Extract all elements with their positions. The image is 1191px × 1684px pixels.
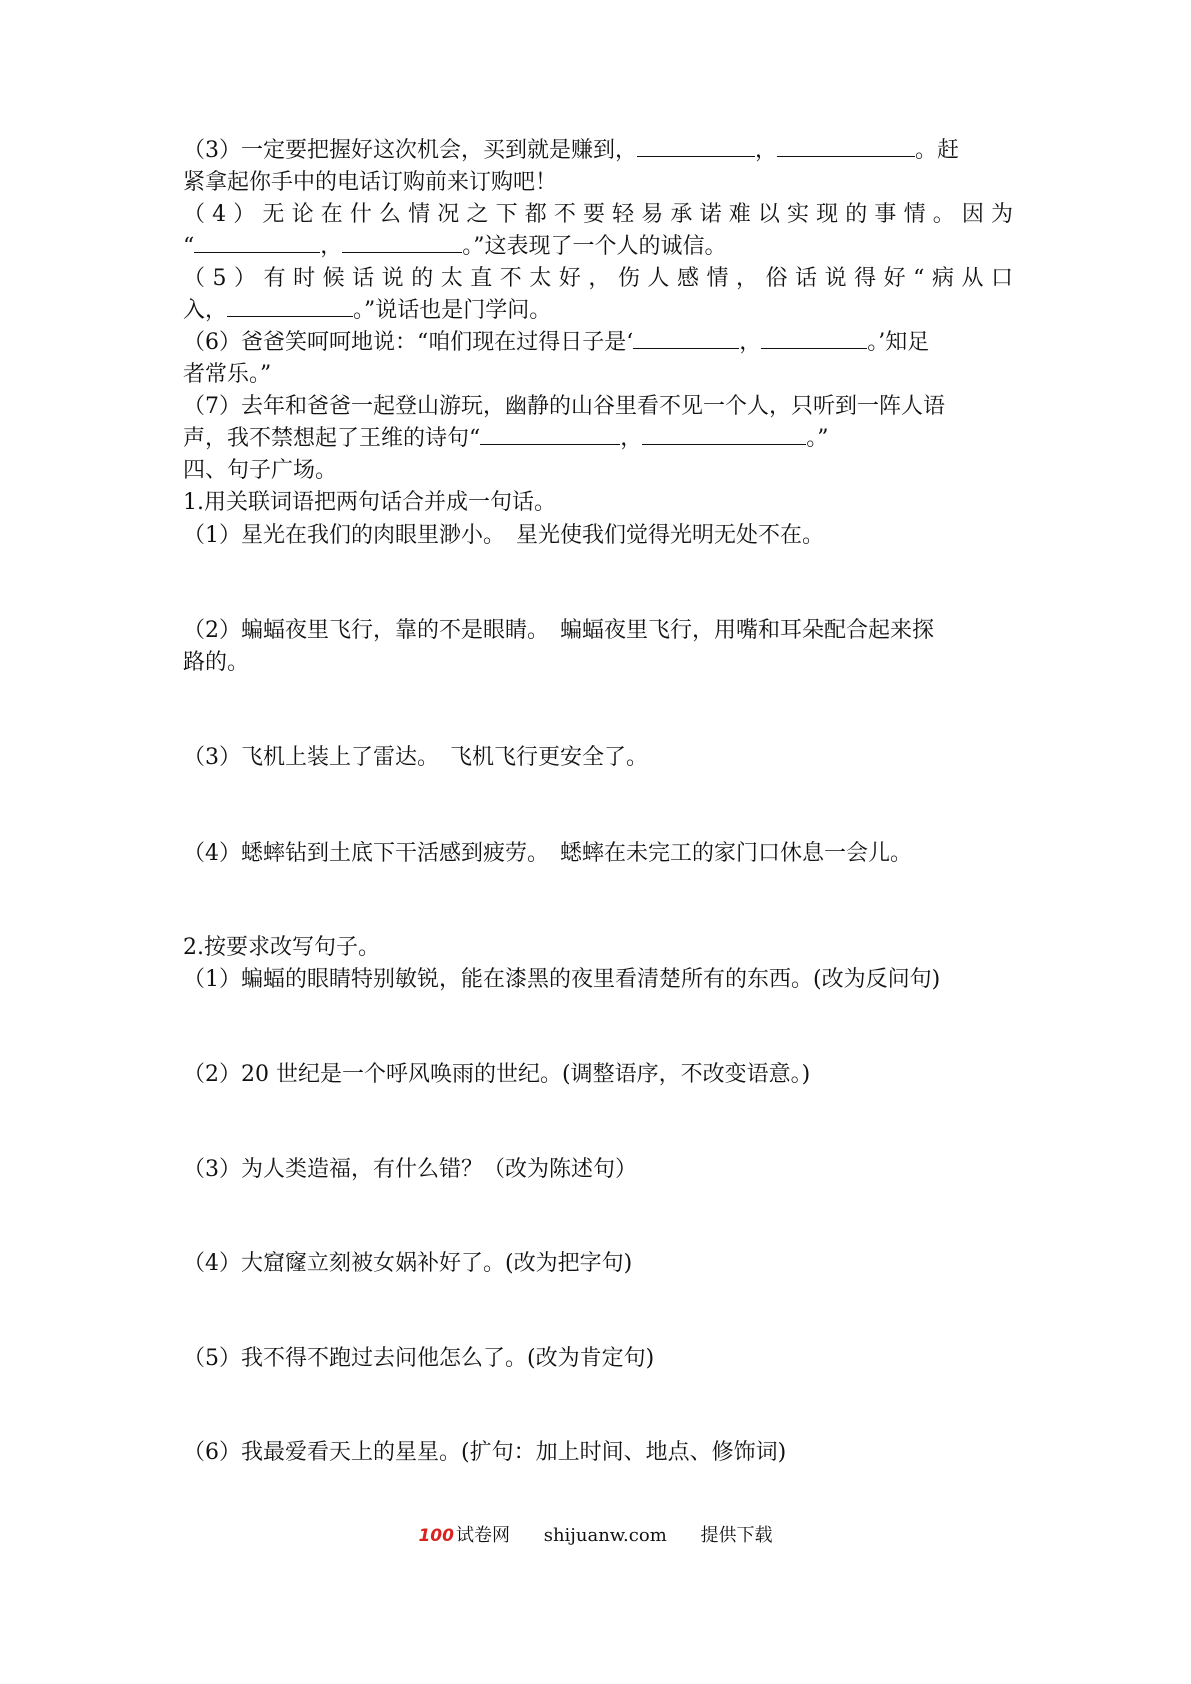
- q3-7-comma: ，: [620, 426, 643, 451]
- q3-6-comma: ，: [739, 330, 762, 355]
- answer-blank[interactable]: [637, 136, 755, 157]
- section-heading: 四、句子广场。: [183, 458, 338, 483]
- q3-4-comma: ，: [320, 234, 343, 259]
- answer-blank[interactable]: [633, 328, 739, 349]
- q3-5-line1: （5）有时候话说的太直不太好，伤人感情，俗话说得好“病从口: [183, 266, 1013, 291]
- site-logo-icon: 100: [418, 1526, 454, 1546]
- site-url[interactable]: shijuanw.com: [543, 1525, 667, 1546]
- q3-3-line2: 紧拿起你手中的电话订购前来订购吧！: [183, 170, 558, 195]
- q3-5-text-b: 。”说话也是门学问。: [353, 298, 552, 323]
- answer-blank[interactable]: [777, 136, 915, 157]
- q3-5-text-a: 入，: [183, 298, 228, 323]
- part1-item: 路的。: [183, 650, 250, 675]
- answer-blank[interactable]: [761, 328, 867, 349]
- q3-5-line2: [183, 295, 1013, 327]
- q3-7-text-a: 声，我不禁想起了王维的诗句“: [183, 426, 481, 451]
- part2-item: （4）大窟窿立刻被女娲补好了。(改为把字句): [183, 1251, 633, 1276]
- part2-item: （1）蝙蝠的眼睛特别敏锐，能在漆黑的夜里看清楚所有的东西。(改为反问句): [183, 967, 941, 992]
- q3-3-line1: [183, 135, 1013, 167]
- answer-blank[interactable]: [194, 232, 320, 253]
- answer-blank[interactable]: [642, 424, 806, 445]
- part1-title: 1.用关联词语把两句话合并成一句话。: [183, 490, 556, 515]
- part1-item: （4）蟋蟀钻到土底下干活感到疲劳。 蟋蟀在未完工的家门口休息一会儿。: [183, 841, 912, 866]
- q3-6-line1: [183, 327, 1013, 359]
- q3-6-text-c: 。’知足: [867, 330, 930, 355]
- q3-6-text-a: （6）爸爸笑呵呵地说：“咱们现在过得日子是‘: [183, 330, 634, 355]
- q3-4-open-quote: “: [183, 234, 195, 259]
- q3-7-line2: [183, 423, 1013, 455]
- q3-6-line2: 者常乐。”: [183, 362, 272, 387]
- q3-7-text-end: 。”: [806, 426, 829, 451]
- answer-blank[interactable]: [480, 424, 620, 445]
- q3-3-text-a: （3）一定要把握好这次机会，买到就是赚到，: [183, 138, 637, 163]
- q3-7-line1: （7）去年和爸爸一起登山游玩，幽静的山谷里看不见一个人，只听到一阵人语: [183, 394, 945, 419]
- q3-4-line1: （4）无论在什么情况之下都不要轻易承诺难以实现的事情。因为: [183, 202, 1013, 227]
- part1-item: （3）飞机上装上了雷达。 飞机飞行更安全了。: [183, 745, 648, 770]
- q3-3-text-c: 。赶: [915, 138, 960, 163]
- part2-item: （2）20 世纪是一个呼风唤雨的世纪。(调整语序，不改变语意。): [183, 1062, 811, 1087]
- q3-4-line2: [183, 231, 1013, 263]
- part2-title: 2.按要求改写句子。: [183, 935, 380, 960]
- footer-tagline: 提供下载: [700, 1525, 773, 1546]
- part2-item: （3）为人类造福，有什么错？（改为陈述句）: [183, 1157, 637, 1182]
- q3-3-text-b: ，: [755, 138, 778, 163]
- part2-item: （6）我最爱看天上的星星。(扩句：加上时间、地点、修饰词): [183, 1440, 787, 1465]
- page-footer: [0, 1524, 1191, 1548]
- q3-4-text-end: 。”这表现了一个人的诚信。: [462, 234, 727, 259]
- part1-item: （1）星光在我们的肉眼里渺小。 星光使我们觉得光明无处不在。: [183, 523, 824, 548]
- part1-item: （2）蝙蝠夜里飞行，靠的不是眼睛。 蝙蝠夜里飞行，用嘴和耳朵配合起来探: [183, 618, 934, 643]
- site-name: 试卷网: [455, 1525, 510, 1546]
- part2-item: （5）我不得不跑过去问他怎么了。(改为肯定句): [183, 1346, 655, 1371]
- answer-blank[interactable]: [227, 296, 353, 317]
- answer-blank[interactable]: [342, 232, 462, 253]
